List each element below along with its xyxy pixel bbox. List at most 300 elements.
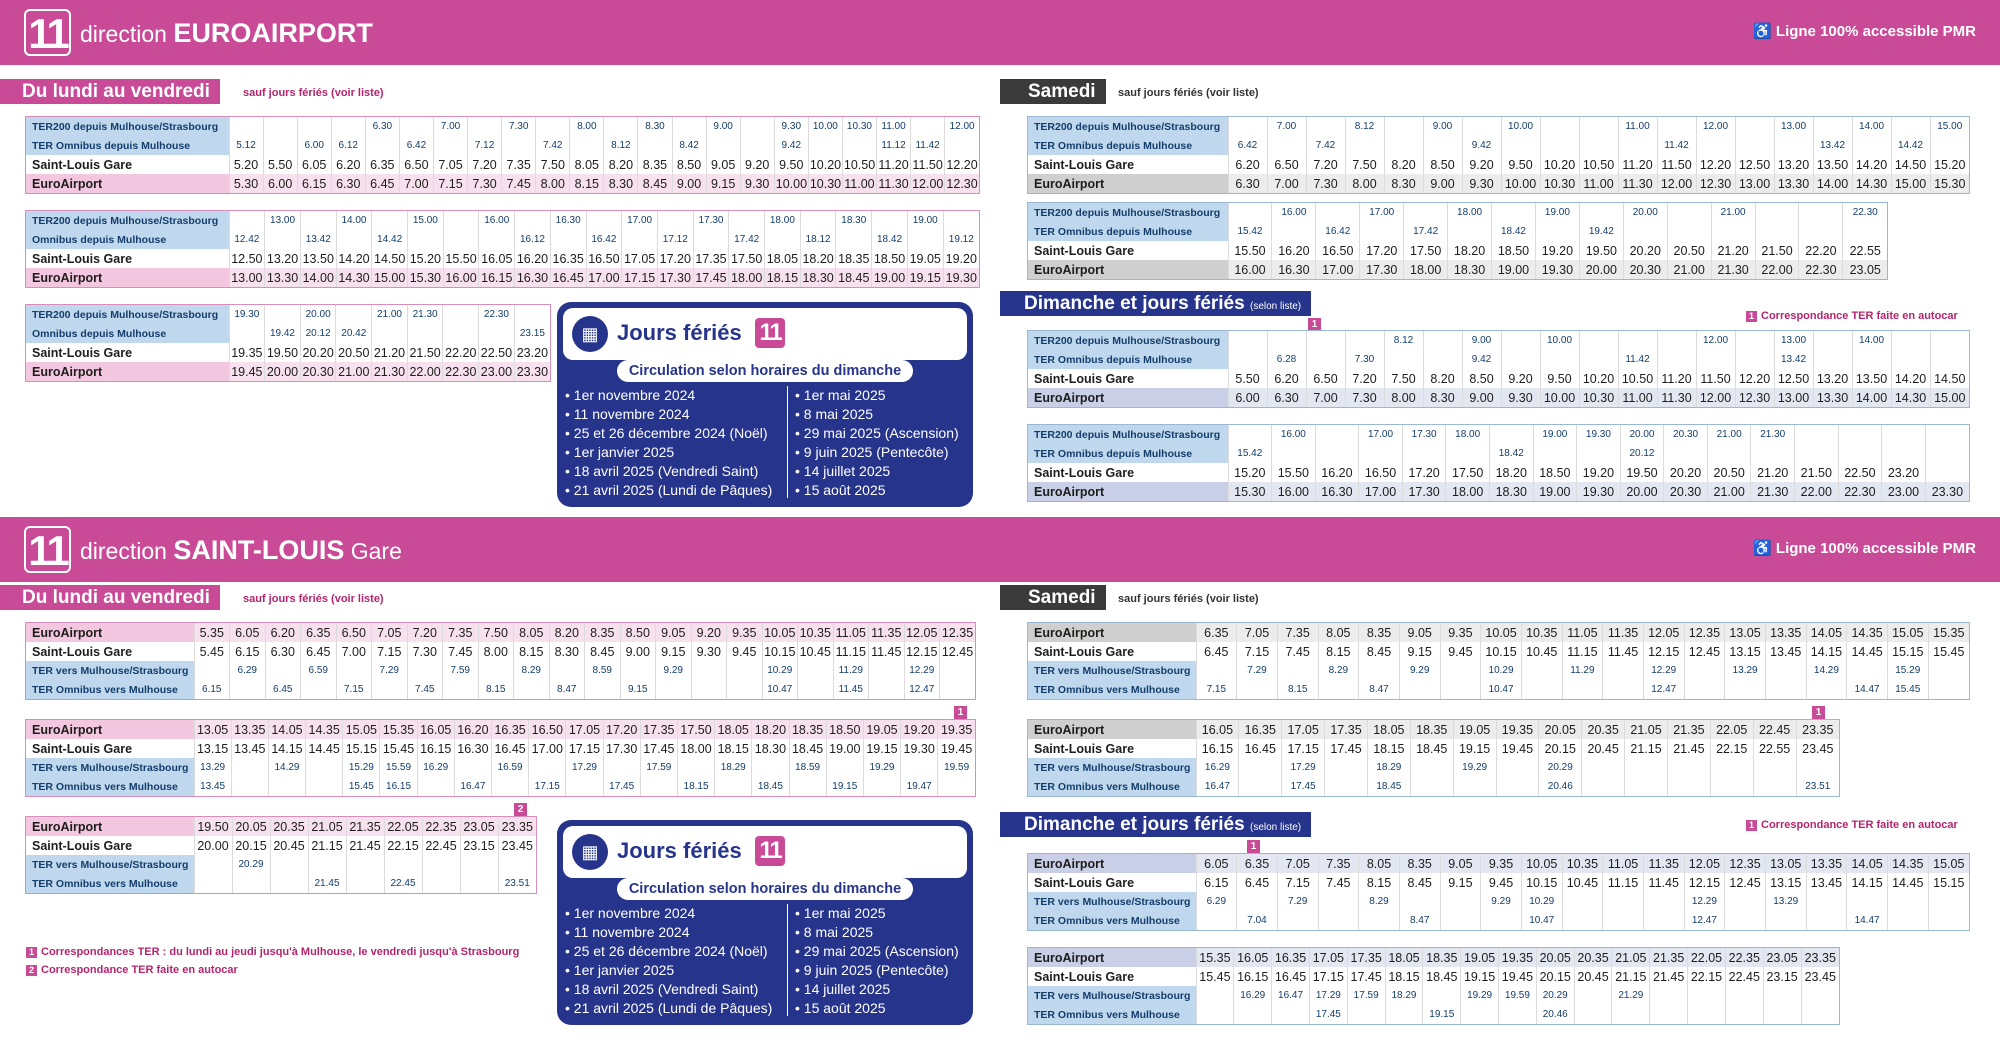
timetable-row — [1028, 222, 1887, 241]
time-cell — [1277, 911, 1318, 930]
time-cell: 23.00 — [1882, 482, 1926, 501]
time-cell: 13.50 — [1852, 369, 1891, 388]
time-cell — [1795, 444, 1839, 463]
time-cell: 18.35 — [1423, 948, 1461, 967]
timetable-row — [26, 855, 536, 874]
time-cell: 11.05 — [1603, 854, 1644, 873]
timetable-row — [26, 836, 536, 855]
time-cell — [1684, 661, 1725, 680]
time-cell: 7.59 — [443, 661, 479, 680]
time-cell — [1735, 117, 1774, 136]
footnote-1: 1 Correspondances TER : du lundi au jeudi jusqu'à Mulhouse, le vendredi jusqu'à Strasbourg — [26, 946, 519, 958]
top-sat-title: Samedi — [1000, 79, 1106, 104]
time-cell — [443, 211, 479, 230]
time-cell: 10.05 — [762, 623, 798, 642]
time-cell: 10.15 — [1481, 642, 1522, 661]
time-cell: 8.35 — [585, 623, 621, 642]
time-cell: 6.50 — [1306, 369, 1345, 388]
direction-title-bottom: direction SAINT-LOUIS Gare — [80, 535, 402, 565]
time-cell: 14.00 — [1852, 117, 1891, 136]
time-cell: 6.42 — [1228, 136, 1267, 155]
time-cell: 15.00 — [1891, 174, 1930, 193]
bottom-week-note: sauf jours fériés (voir liste) — [243, 593, 384, 605]
time-cell — [1306, 117, 1345, 136]
time-cell: 10.00 — [774, 174, 808, 193]
time-cell: 17.45 — [1325, 739, 1368, 758]
time-cell: 13.45 — [1765, 642, 1806, 661]
time-cell — [1318, 892, 1359, 911]
time-cell: 9.50 — [774, 155, 808, 174]
time-cell: 22.15 — [1710, 739, 1753, 758]
time-cell: 12.50 — [1774, 369, 1813, 388]
time-cell: 19.20 — [943, 249, 979, 268]
timetable-row — [1028, 892, 1969, 911]
time-cell: 12.05 — [1643, 623, 1684, 642]
time-cell: 12.00 — [1657, 174, 1696, 193]
time-cell: 12.30 — [1696, 174, 1735, 193]
stop-label: TER200 depuis Mulhouse/Strasbourg — [1028, 425, 1228, 444]
time-cell: 7.20 — [1306, 155, 1345, 174]
time-cell — [1360, 222, 1404, 241]
time-cell — [1196, 911, 1237, 930]
time-cell — [1710, 758, 1753, 777]
time-cell — [1237, 680, 1278, 699]
time-cell: 19.05 — [1461, 948, 1499, 967]
time-cell: 14.35 — [306, 720, 343, 739]
time-cell — [1582, 777, 1625, 796]
holiday-item: • 1er janvier 2025 — [565, 961, 772, 980]
time-cell: 20.05 — [232, 817, 270, 836]
time-cell: 8.47 — [1399, 911, 1440, 930]
time-cell: 8.20 — [604, 155, 638, 174]
time-cell: 17.45 — [640, 739, 677, 758]
stop-label: TER Omnibus vers Mulhouse — [26, 874, 194, 893]
time-cell: 7.50 — [1384, 369, 1423, 388]
time-cell — [1196, 986, 1234, 1005]
time-cell: 12.15 — [1684, 873, 1725, 892]
time-cell: 14.29 — [1806, 661, 1847, 680]
time-cell: 12.00 — [1696, 117, 1735, 136]
time-cell: 11.20 — [1618, 155, 1657, 174]
time-cell — [1345, 136, 1384, 155]
time-cell: 18.45 — [752, 777, 789, 796]
time-cell — [1423, 331, 1462, 350]
time-cell: 9.20 — [740, 155, 774, 174]
time-cell: 6.15 — [230, 642, 266, 661]
time-cell — [1696, 350, 1735, 369]
time-cell — [740, 117, 774, 136]
time-cell: 14.00 — [336, 211, 372, 230]
time-cell — [1306, 350, 1345, 369]
time-cell: 18.50 — [826, 720, 863, 739]
time-cell: 9.42 — [1462, 350, 1501, 369]
time-cell: 7.04 — [1237, 911, 1278, 930]
time-cell: 17.35 — [1347, 948, 1385, 967]
time-cell — [677, 758, 714, 777]
timetable-row — [1028, 260, 1887, 279]
time-cell: 14.45 — [1887, 873, 1928, 892]
timetable — [1028, 854, 1969, 930]
time-cell: 15.20 — [1228, 463, 1272, 482]
time-cell: 20.00 — [1620, 482, 1664, 501]
time-cell: 10.29 — [1481, 661, 1522, 680]
time-cell: 15.30 — [1228, 482, 1272, 501]
time-cell — [1882, 425, 1926, 444]
time-cell: 18.50 — [872, 249, 908, 268]
wheelchair-icon: ♿ — [1753, 540, 1772, 557]
time-cell: 18.35 — [1410, 720, 1453, 739]
time-cell — [1806, 911, 1847, 930]
time-cell — [1755, 222, 1799, 241]
time-cell — [1579, 350, 1618, 369]
time-cell: 19.35 — [229, 343, 265, 362]
time-cell: 13.29 — [194, 758, 231, 777]
time-cell — [1603, 680, 1644, 699]
time-cell — [1847, 661, 1888, 680]
time-cell: 15.05 — [343, 720, 380, 739]
time-cell: 9.30 — [740, 174, 774, 193]
time-cell: 8.15 — [1318, 642, 1359, 661]
time-cell — [263, 136, 297, 155]
time-cell: 20.00 — [1620, 425, 1664, 444]
timetable — [1028, 203, 1887, 279]
time-cell — [1579, 117, 1618, 136]
stop-label: EuroAirport — [26, 174, 229, 193]
time-cell: 20.46 — [1536, 1005, 1574, 1024]
time-cell: 12.29 — [1643, 661, 1684, 680]
time-cell: 15.45 — [1196, 967, 1234, 986]
time-cell: 7.20 — [468, 155, 502, 174]
stop-label: TER vers Mulhouse/Strasbourg — [1028, 892, 1196, 911]
time-cell: 18.15 — [677, 777, 714, 796]
stop-label: TER Omnibus vers Mulhouse — [26, 777, 194, 796]
time-cell — [1423, 136, 1462, 155]
time-cell — [566, 777, 603, 796]
time-cell: 12.35 — [1684, 623, 1725, 642]
stop-label: Saint-Louis Gare — [1028, 155, 1228, 174]
time-cell — [586, 211, 622, 230]
time-cell: 21.30 — [1711, 260, 1755, 279]
top-banner — [0, 0, 2000, 65]
time-cell: 16.30 — [515, 268, 551, 287]
time-cell: 11.35 — [869, 623, 905, 642]
time-cell: 19.30 — [943, 268, 979, 287]
timetable-row — [1028, 203, 1887, 222]
timetable-row — [1028, 444, 1969, 463]
time-cell: 17.00 — [622, 211, 658, 230]
time-cell — [1751, 444, 1795, 463]
time-cell: 7.50 — [1345, 155, 1384, 174]
time-cell: 21.00 — [1707, 425, 1751, 444]
time-cell — [672, 117, 706, 136]
time-cell: 9.30 — [1462, 174, 1501, 193]
timetable-row — [26, 268, 979, 287]
time-cell: 7.45 — [443, 642, 479, 661]
time-cell: 6.35 — [301, 623, 337, 642]
time-cell: 12.00 — [911, 174, 945, 193]
time-cell — [265, 305, 301, 324]
time-cell — [194, 661, 230, 680]
timetable-row — [1028, 986, 1839, 1005]
time-cell: 16.42 — [586, 230, 622, 249]
time-cell — [622, 230, 658, 249]
stop-label: TER Omnibus depuis Mulhouse — [1028, 222, 1228, 241]
time-cell: 13.42 — [300, 230, 336, 249]
time-cell — [1725, 986, 1763, 1005]
time-cell — [1887, 892, 1928, 911]
time-cell: 6.00 — [1228, 388, 1267, 407]
time-cell: 17.59 — [640, 758, 677, 777]
time-cell: 6.42 — [399, 136, 433, 155]
time-cell — [1852, 350, 1891, 369]
time-cell: 9.15 — [1399, 642, 1440, 661]
time-cell: 7.45 — [1318, 873, 1359, 892]
time-cell: 15.35 — [380, 720, 417, 739]
time-cell: 15.15 — [1887, 642, 1928, 661]
time-cell: 6.20 — [1267, 369, 1306, 388]
time-cell — [1239, 758, 1282, 777]
stop-label: TER200 depuis Mulhouse/Strasbourg — [1028, 203, 1228, 222]
time-cell — [1347, 1005, 1385, 1024]
time-cell — [1562, 892, 1603, 911]
time-cell — [1852, 136, 1891, 155]
time-cell: 17.15 — [529, 777, 566, 796]
time-cell — [1806, 680, 1847, 699]
time-cell: 20.30 — [1623, 260, 1667, 279]
time-cell: 17.05 — [566, 720, 603, 739]
time-cell — [529, 758, 566, 777]
time-cell: 7.35 — [443, 623, 479, 642]
time-cell: 22.55 — [1753, 739, 1796, 758]
time-cell: 14.15 — [268, 739, 305, 758]
time-cell: 20.45 — [270, 836, 308, 855]
time-cell: 21.30 — [372, 362, 408, 381]
time-cell: 7.05 — [1277, 854, 1318, 873]
time-cell: 17.00 — [1360, 203, 1404, 222]
time-cell: 22.00 — [407, 362, 443, 381]
holiday-item: • 1er mai 2025 — [795, 386, 959, 405]
time-cell: 16.15 — [1234, 967, 1272, 986]
time-cell: 20.30 — [1664, 482, 1708, 501]
time-cell — [727, 661, 763, 680]
time-cell: 18.45 — [789, 739, 826, 758]
time-cell: 17.00 — [1316, 260, 1360, 279]
time-cell: 17.05 — [1282, 720, 1325, 739]
time-cell — [1535, 222, 1579, 241]
time-cell — [789, 777, 826, 796]
time-cell: 21.05 — [308, 817, 346, 836]
time-cell: 7.45 — [1277, 642, 1318, 661]
time-cell — [706, 136, 740, 155]
time-cell: 9.00 — [706, 117, 740, 136]
holiday-item: • 11 novembre 2024 — [565, 405, 772, 424]
time-cell: 20.45 — [1574, 967, 1612, 986]
time-cell: 21.35 — [1650, 948, 1688, 967]
time-cell: 8.05 — [570, 155, 604, 174]
time-cell: 11.20 — [1657, 369, 1696, 388]
time-cell — [365, 136, 399, 155]
time-cell: 11.29 — [833, 661, 869, 680]
time-cell — [640, 777, 677, 796]
time-cell: 19.30 — [1577, 482, 1621, 501]
time-cell — [1423, 350, 1462, 369]
time-cell — [1603, 911, 1644, 930]
time-cell: 20.35 — [1582, 720, 1625, 739]
timetable-row — [26, 249, 979, 268]
time-cell: 19.45 — [938, 739, 975, 758]
timetable-row — [1028, 739, 1839, 758]
timetable-row — [1028, 331, 1969, 350]
time-cell: 10.35 — [1562, 854, 1603, 873]
timetable-row — [1028, 174, 1969, 193]
time-cell — [1882, 444, 1926, 463]
time-cell: 21.35 — [346, 817, 384, 836]
time-cell: 19.42 — [265, 324, 301, 343]
time-cell: 14.30 — [1852, 174, 1891, 193]
time-cell: 18.15 — [765, 268, 801, 287]
stop-label: TER Omnibus depuis Mulhouse — [1028, 444, 1228, 463]
time-cell — [1838, 444, 1882, 463]
time-cell — [1765, 661, 1806, 680]
time-cell: 6.50 — [1267, 155, 1306, 174]
time-cell: 21.00 — [372, 305, 408, 324]
timetable — [26, 623, 975, 699]
time-cell: 23.35 — [1801, 948, 1839, 967]
time-cell: 17.45 — [603, 777, 640, 796]
time-cell: 11.42 — [1618, 350, 1657, 369]
time-cell — [1806, 892, 1847, 911]
timetable-row — [1028, 967, 1839, 986]
time-cell — [911, 117, 945, 136]
time-cell: 19.20 — [901, 720, 938, 739]
time-cell: 11.50 — [1696, 369, 1735, 388]
time-cell: 11.00 — [1618, 117, 1657, 136]
time-cell: 20.05 — [1539, 720, 1582, 739]
time-cell — [1799, 203, 1843, 222]
time-cell: 6.45 — [265, 680, 301, 699]
time-cell: 18.50 — [1492, 241, 1536, 260]
bottom-sun-marker: 1 — [1247, 840, 1260, 853]
time-cell — [417, 777, 454, 796]
time-cell: 8.35 — [1399, 854, 1440, 873]
time-cell: 16.45 — [1239, 739, 1282, 758]
time-cell — [1765, 680, 1806, 699]
time-cell: 10.00 — [808, 117, 842, 136]
time-cell: 12.00 — [1696, 388, 1735, 407]
time-cell: 21.20 — [372, 343, 408, 362]
time-cell: 6.30 — [331, 174, 365, 193]
time-cell — [478, 661, 514, 680]
footnote-marker: 1 — [1812, 706, 1825, 719]
time-cell — [1755, 203, 1799, 222]
time-cell: 13.15 — [1765, 873, 1806, 892]
time-cell: 7.20 — [1345, 369, 1384, 388]
time-cell: 21.00 — [1711, 203, 1755, 222]
time-cell: 13.00 — [1774, 388, 1813, 407]
timetable-row — [1028, 623, 1969, 642]
holiday-item: • 9 juin 2025 (Pentecôte) — [795, 443, 959, 462]
wheelchair-icon: ♿ — [1753, 23, 1772, 40]
time-cell: 9.15 — [620, 680, 656, 699]
time-cell — [1228, 203, 1272, 222]
time-cell: 7.42 — [1306, 136, 1345, 155]
time-cell: 7.42 — [536, 136, 570, 155]
time-cell: 22.00 — [1755, 260, 1799, 279]
time-cell: 11.42 — [911, 136, 945, 155]
time-cell: 19.05 — [1453, 720, 1496, 739]
stop-label: EuroAirport — [26, 268, 229, 287]
time-cell: 18.45 — [1410, 739, 1453, 758]
holiday-item: • 14 juillet 2025 — [795, 462, 959, 481]
time-cell: 8.29 — [514, 661, 550, 680]
time-cell: 10.05 — [1481, 623, 1522, 642]
time-cell: 10.20 — [1579, 369, 1618, 388]
time-cell: 7.30 — [1345, 350, 1384, 369]
time-cell: 10.35 — [798, 623, 834, 642]
timetable-row — [1028, 117, 1969, 136]
time-cell — [230, 680, 266, 699]
time-cell — [1625, 758, 1668, 777]
time-cell: 20.35 — [1574, 948, 1612, 967]
time-cell: 14.05 — [1847, 854, 1888, 873]
time-cell: 17.05 — [1309, 948, 1347, 967]
time-cell: 8.00 — [536, 174, 570, 193]
time-cell: 7.05 — [372, 623, 408, 642]
time-cell: 19.47 — [901, 777, 938, 796]
time-cell — [336, 305, 372, 324]
time-cell: 16.00 — [1272, 482, 1316, 501]
time-cell: 10.29 — [762, 661, 798, 680]
time-cell: 18.45 — [836, 268, 872, 287]
time-cell: 17.50 — [729, 249, 765, 268]
time-cell: 17.15 — [622, 268, 658, 287]
time-cell — [331, 117, 365, 136]
time-cell: 6.15 — [194, 680, 230, 699]
time-cell — [1618, 136, 1657, 155]
time-cell: 6.15 — [1196, 873, 1237, 892]
time-cell: 9.15 — [1440, 873, 1481, 892]
time-cell — [1196, 1005, 1234, 1024]
time-cell: 8.30 — [1384, 174, 1423, 193]
time-cell: 10.20 — [1540, 155, 1579, 174]
time-cell: 9.30 — [1501, 388, 1540, 407]
time-cell — [549, 661, 585, 680]
time-cell — [863, 777, 900, 796]
time-cell: 10.00 — [1540, 331, 1579, 350]
bottom-sun-title: Dimanche et jours fériés (selon liste) — [1000, 812, 1311, 837]
time-cell: 12.50 — [229, 249, 265, 268]
footnote-marker: 1 — [954, 706, 967, 719]
time-cell — [1707, 444, 1751, 463]
time-cell: 21.15 — [1625, 739, 1668, 758]
holiday-item: • 18 avril 2025 (Vendredi Saint) — [565, 462, 772, 481]
time-cell: 11.15 — [1562, 642, 1603, 661]
time-cell: 19.15 — [1461, 967, 1499, 986]
time-cell: 13.30 — [265, 268, 301, 287]
time-cell: 20.12 — [1620, 444, 1664, 463]
stop-label: EuroAirport — [1028, 388, 1228, 407]
time-cell: 9.50 — [1501, 155, 1540, 174]
time-cell: 8.45 — [1359, 642, 1400, 661]
stop-label: Saint-Louis Gare — [1028, 967, 1196, 986]
time-cell: 13.20 — [265, 249, 301, 268]
stop-label: EuroAirport — [1028, 854, 1196, 873]
time-cell: 8.29 — [1359, 892, 1400, 911]
time-cell — [1765, 911, 1806, 930]
time-cell: 12.15 — [904, 642, 940, 661]
time-cell: 19.00 — [826, 739, 863, 758]
timetable-row — [26, 623, 975, 642]
